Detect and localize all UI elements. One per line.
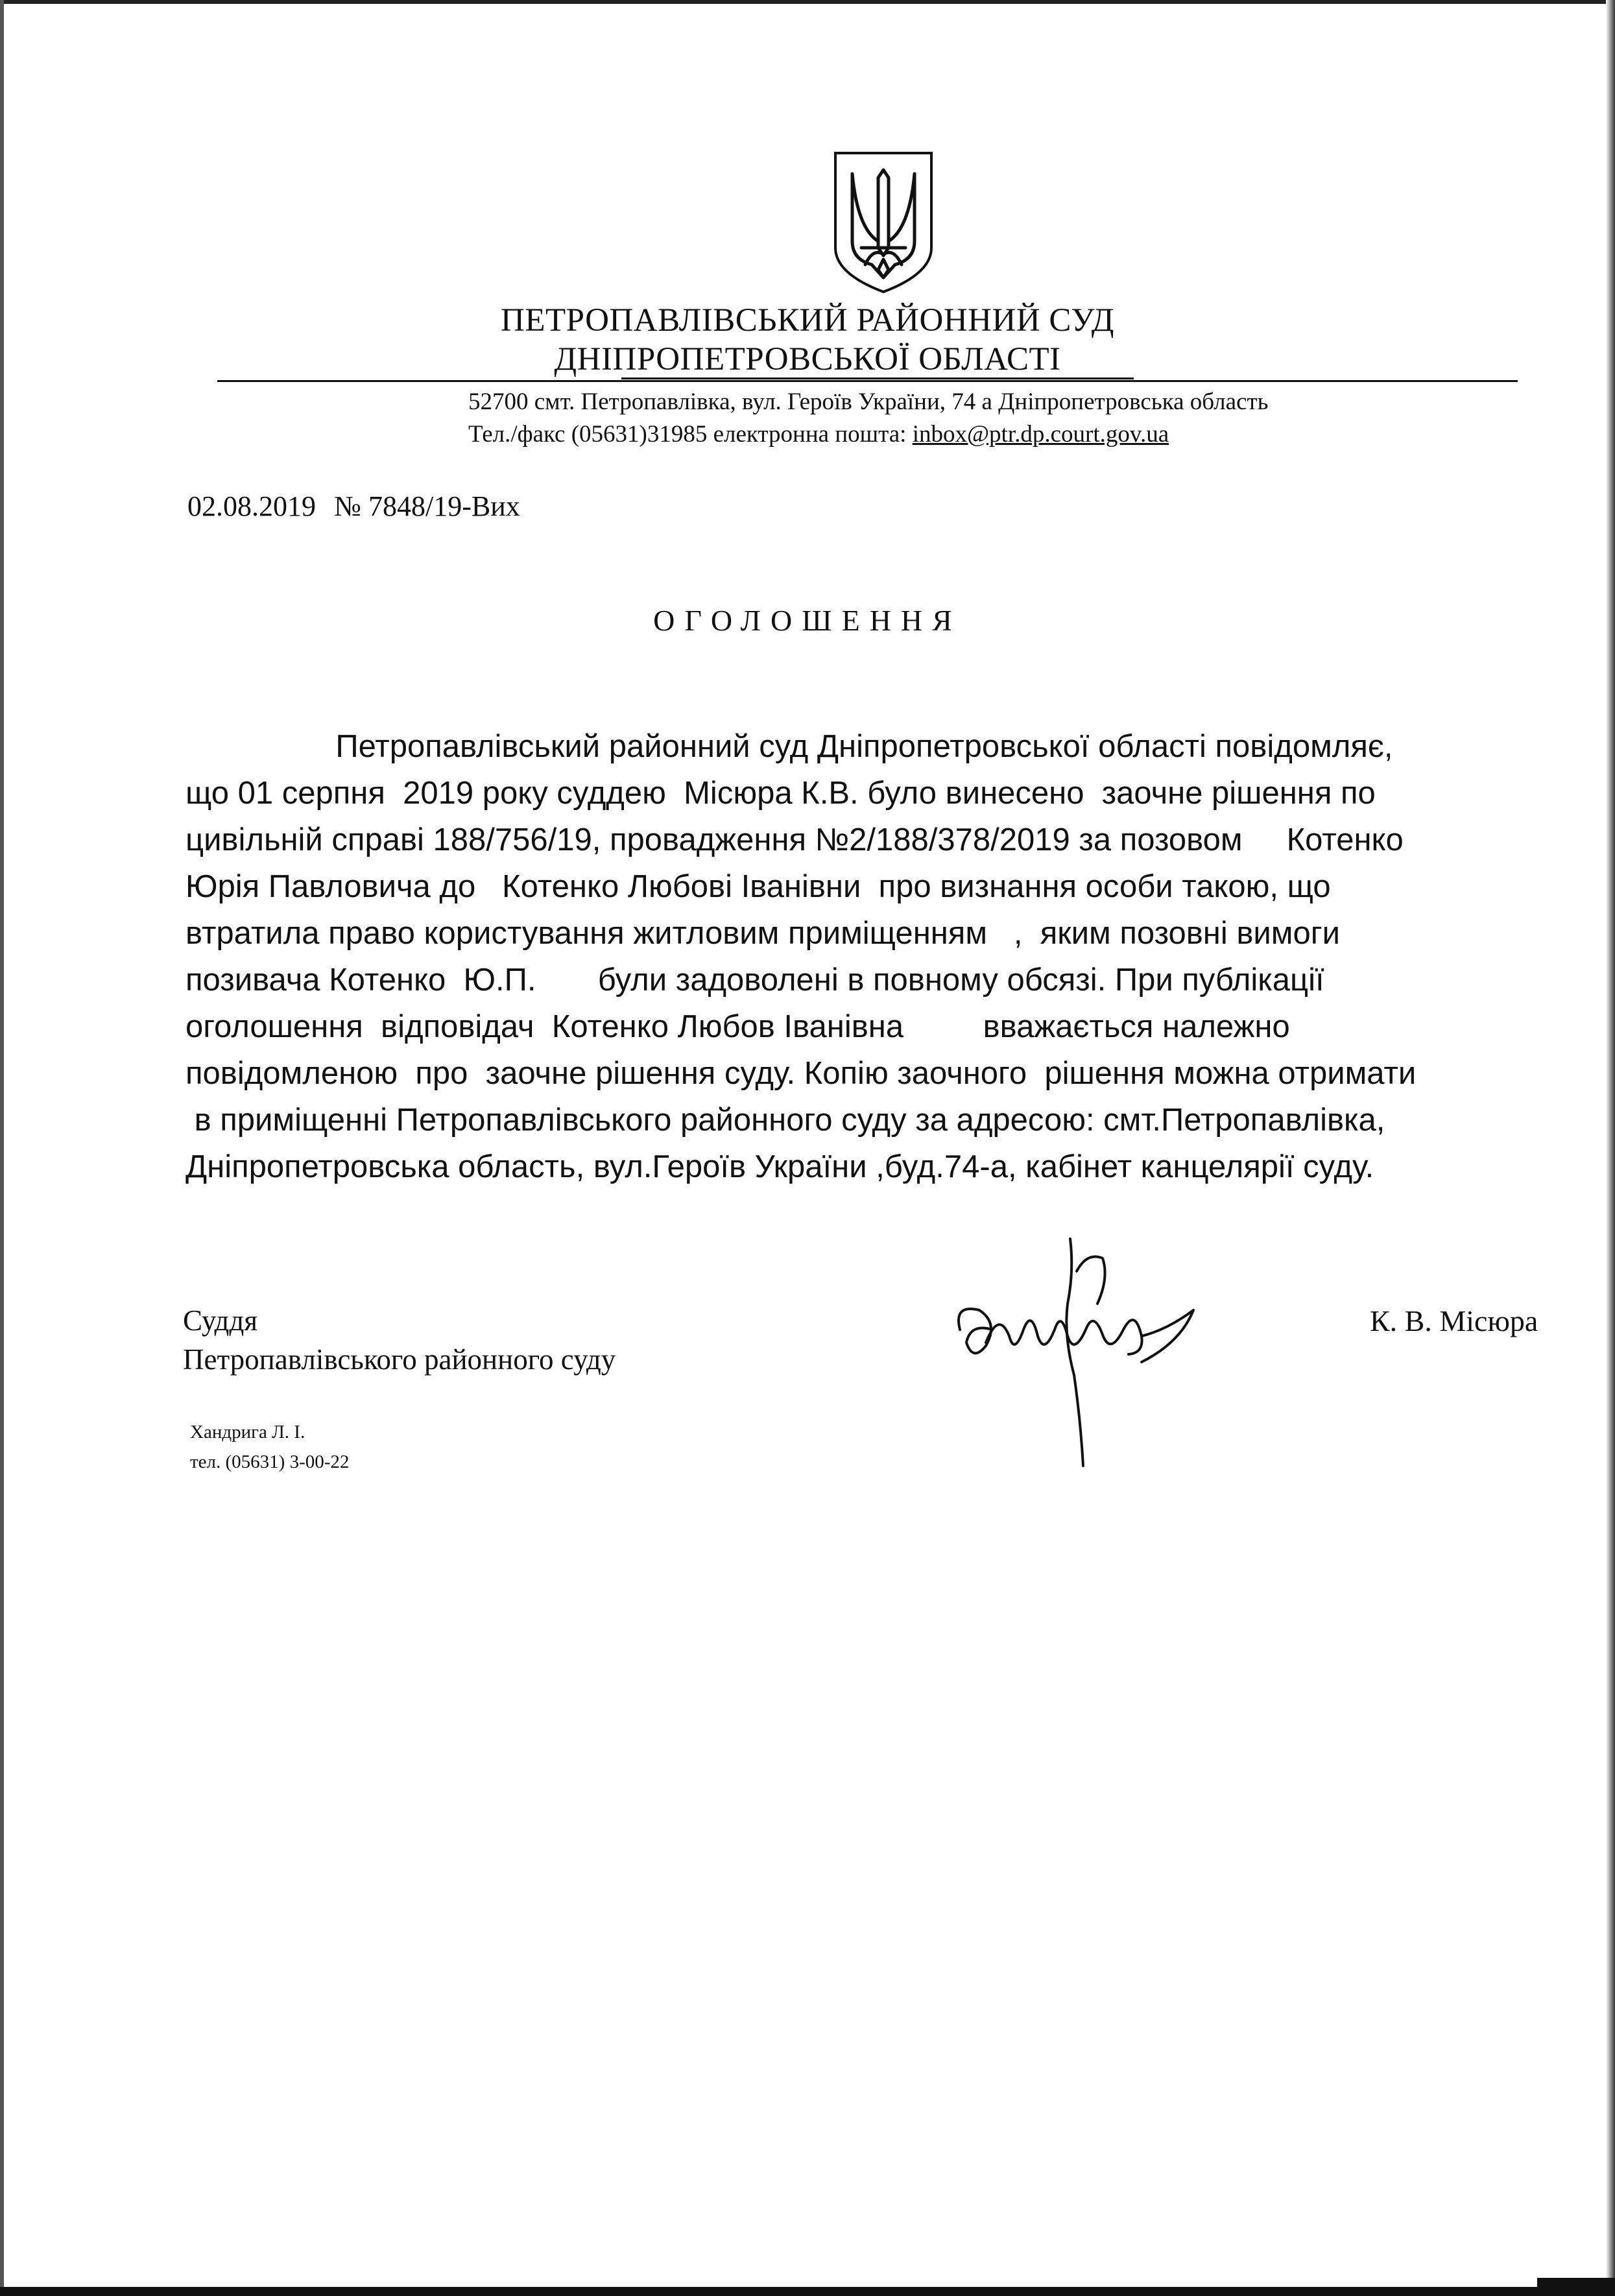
signatory-position: Суддя <box>183 1304 258 1337</box>
scan-edge-top <box>0 0 1615 4</box>
reference-number: № 7848/19-Вих <box>334 490 520 522</box>
body-line: оголошення відповідач Котенко Любов Іванівна вважається належно <box>185 1009 1290 1044</box>
executor-phone: тел. (05631) 3-00-22 <box>190 1452 350 1472</box>
executor-name: Хандрига Л. І. <box>190 1422 305 1442</box>
scan-edge-corner <box>1537 2278 1615 2296</box>
court-address: 52700 смт. Петропавлівка, вул. Героїв України, 74 а Дніпропетровська область <box>468 389 1269 415</box>
judge-name: К. В. Місюра <box>1370 1304 1538 1337</box>
tryzub-coat-of-arms-icon <box>831 150 935 294</box>
body-line: позивача Котенко Ю.П. були задоволені в повному обсязі. При публікації <box>185 963 1324 998</box>
body-line: втратила право користування житловим приміщенням , яким позовні вимоги <box>185 916 1340 951</box>
announcement-body <box>185 723 1554 1190</box>
outgoing-reference <box>187 490 520 523</box>
contacts-phone-label: Тел./факс (05631)31985 електронна пошта: <box>468 421 913 448</box>
body-line: Юрія Павловича до Котенко Любові Іванівни про визнання особи такою, що <box>185 869 1331 904</box>
body-line: цивільній справі 188/756/19, провадження №2/188/378/2019 за позовом Котенко <box>185 822 1404 857</box>
body-line: Петропавлівський районний суд Дніпропетровської області повідомляє, <box>185 729 1393 764</box>
scan-edge-bottom <box>0 2287 1615 2296</box>
document-title: ОГОЛОШЕННЯ <box>653 604 962 637</box>
reference-date: 02.08.2019 <box>187 490 316 522</box>
body-line: що 01 серпня 2019 року суддею Місюра К.В. було винесено заочне рішення по <box>185 776 1376 811</box>
body-line: повідомленою про заочне рішення суду. Копію заочного рішення можна отримати <box>185 1056 1417 1091</box>
region-underline <box>621 377 1134 379</box>
court-name: ПЕТРОПАВЛІВСЬКИЙ РАЙОННИЙ СУД <box>501 302 1114 339</box>
court-region: ДНІПРОПЕТРОВСЬКОЇ ОБЛАСТІ <box>554 341 1061 377</box>
court-email-link[interactable]: inbox@ptr.dp.court.gov.ua <box>912 421 1169 448</box>
handwritten-signature-icon <box>947 1232 1206 1472</box>
header-rule <box>217 380 1518 382</box>
signatory-court: Петропавлівського районного суду <box>183 1343 616 1376</box>
body-line: Дніпропетровська область, вул.Героїв України ,буд.74-а, кабінет канцелярії суду. <box>185 1149 1374 1184</box>
body-line: в приміщенні Петропавлівського районного суду за адресою: смт.Петропавлівка, <box>185 1103 1385 1138</box>
court-contacts <box>468 420 1169 448</box>
